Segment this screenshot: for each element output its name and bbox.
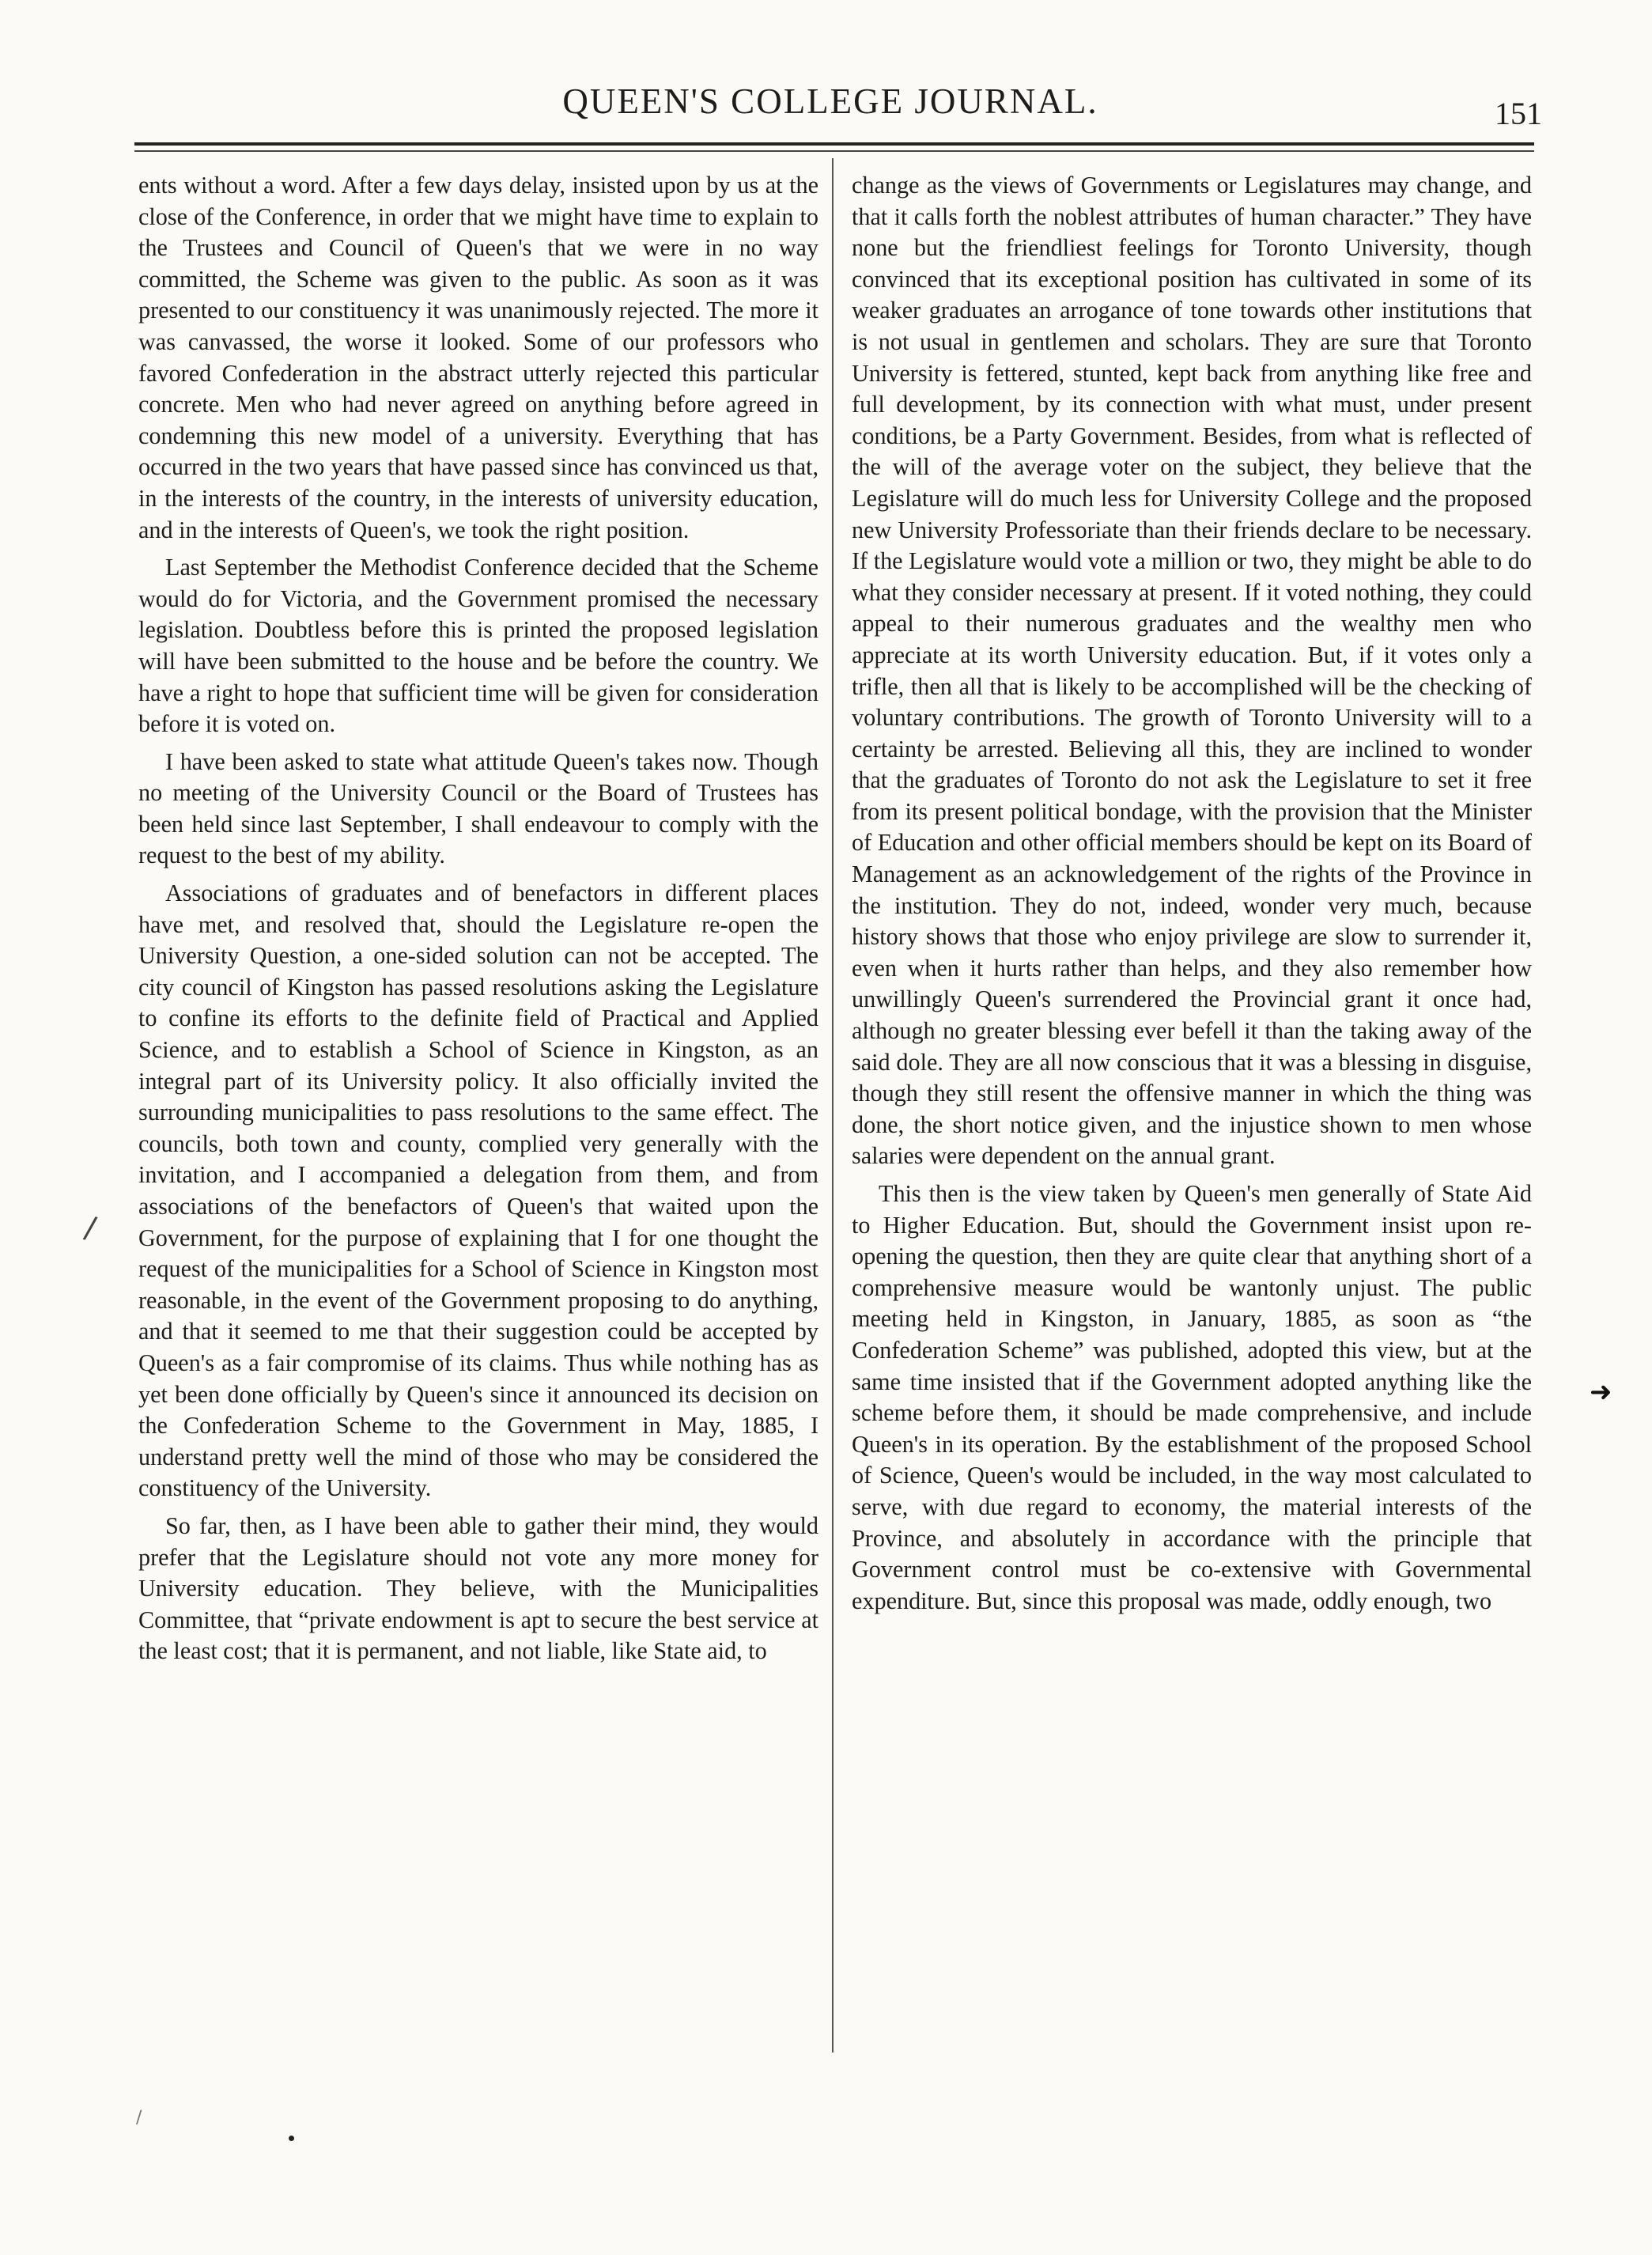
- margin-arrow-icon: ➜: [1590, 1376, 1612, 1408]
- right-column: [852, 170, 1532, 2064]
- column-divider: [832, 158, 834, 2053]
- journal-title: QUEEN'S COLLEGE JOURNAL.: [562, 81, 1098, 121]
- page-header: [119, 71, 1542, 150]
- paragraph: This then is the view taken by Queen's men generally of State Aid to Higher Education. But, should the Government insist upon re-opening the question, then they are quite clear that anything short of a comprehensive measure would be wantonly unjust. The public meeting held in Kingston, in January, 1885, as soon as “the Confederation Scheme” was published, adopted this view, but at the same time insisted that if the Government adopted anything like the scheme before them, it should be made comprehensive, and include Queen's in its operation. By the establishment of the proposed School of Science, Queen's would be included, in the way most calculated to serve, with due regard to economy, the material interests of the Province, and absolutely in accordance with the principle that Government control must be co-extensive with Governmental expenditure. But, since this proposal was made, oddly enough, two: [852, 1180, 1532, 1614]
- ink-dot-mark: [289, 2136, 294, 2141]
- header-rule: [134, 142, 1534, 146]
- paragraph: Last September the Methodist Conference decided that the Scheme would do for Victoria, and the Government promised the necessary legislation. Doubtless before this is printed the proposed legislation will have been submitted to the house and be before the country. We have a right to hope that sufficient time will be given for consideration before it is voted on.: [138, 554, 818, 738]
- paragraph: Associations of graduates and of benefactors in different places have met, and resolved that, should the Legislature re-open the University Question, a one-sided solution can not be accepted. The city council of Kingston has passed resolutions asking the Legislature to confine its efforts to the definite field of Practical and Applied Science, and to establish a School of Science in Kingston, as an integral part of its University policy. It also officially invited the surrounding municipalities to pass resolutions to the same effect. The councils, both town and county, complied very generally with the invitation, and I accompanied a delegation from them, and from associations of the benefactors of Queen's that waited upon the Government, for the purpose of explaining that I for one thought the request of the municipalities for a School of Science in Kingston most reasonable, in the event of the Government proposing to do anything, and that it seemed to me that their suggestion could be accepted by Queen's as a fair compromise of its claims. Thus while nothing has as yet been done officially by Queen's since it announced its decision on the Confederation Scheme to the Government in May, 1885, I understand pretty well the mind of those who may be considered the constituency of the University.: [138, 880, 818, 1502]
- header-rule-thin: [134, 150, 1534, 152]
- left-column: [138, 170, 818, 2064]
- margin-tick-mark: /: [136, 2108, 142, 2128]
- paragraph: I have been asked to state what attitude Queen's takes now. Though no meeting of the University Council or the Board of Trustees has been held since last September, I shall endeavour to comply with the request to the best of my ability.: [138, 747, 818, 869]
- page-number: 151: [1495, 96, 1542, 131]
- paragraph: ents without a word. After a few days delay, insisted upon by us at the close of the Conference, in order that we might have time to explain to the Trustees and Council of Queen's that we were in no way committed, the Scheme was given to the public. As soon as it was presented to our constituency it was unanimously rejected. The more it was canvassed, the worse it looked. Some of our professors who favored Confederation in the abstract utterly rejected this particular concrete. Men who had never agreed on anything before agreed in condemning this new model of a university. Everything that has occurred in the two years that have passed since has convinced us that, in the interests of the country, in the interests of university education, and in the interests of Queen's, we took the right position.: [138, 172, 818, 543]
- margin-slash-mark: /: [81, 1209, 100, 1246]
- paragraph: So far, then, as I have been able to gather their mind, they would prefer that the Legislature should not vote any more money for University education. They believe, with the Municipalities Committee, that “private endowment is apt to secure the best service at the least cost; that it is permanent, and not liable, like State aid, to: [138, 1512, 818, 1665]
- paragraph: change as the views of Governments or Legislatures may change, and that it calls forth the noblest attributes of human character.” They have none but the friendliest feelings for Toronto University, though convinced that its exceptional position has cultivated in some of its weaker graduates an arrogance of tone towards other institutions that is not usual in gentlemen and scholars. They are sure that Toronto University is fettered, stunted, kept back from anything like free and full development, by its connection with what must, under present conditions, be a Party Government. Besides, from what is reflected of the will of the average voter on the subject, they believe that the Legislature will do much less for University College and the proposed new University Professoriate than their friends declare to be necessary. If the Legislature would vote a million or two, they might be able to do what they consider necessary at present. If it voted nothing, they could appeal to their numerous graduates and the wealthy men who appreciate at its worth University education. But, if it votes only a trifle, then all that is likely to be accomplished will be the checking of voluntary contributions. The growth of Toronto University will to a certainty be arrested. Believing all this, they are inclined to wonder that the graduates of Toronto do not ask the Legislature to set it free from its present political bondage, with the provision that the Minister of Education and other official members should be kept on its Board of Management as an acknowledgement of the rights of the Province in the institution. They do not, indeed, wonder very much, because history shows that those who enjoy privilege are slow to surrender it, even when it hurts rather than helps, and they also remember how unwillingly Queen's surrendered the Provincial grant it once had, although no greater blessing ever befell it than the taking away of the said dole. They are all now conscious that it was a blessing in disguise, though they still resent the offensive manner in which the thing was done, the short notice given, and the injustice shown to men whose salaries were dependent on the annual grant.: [852, 172, 1532, 1170]
